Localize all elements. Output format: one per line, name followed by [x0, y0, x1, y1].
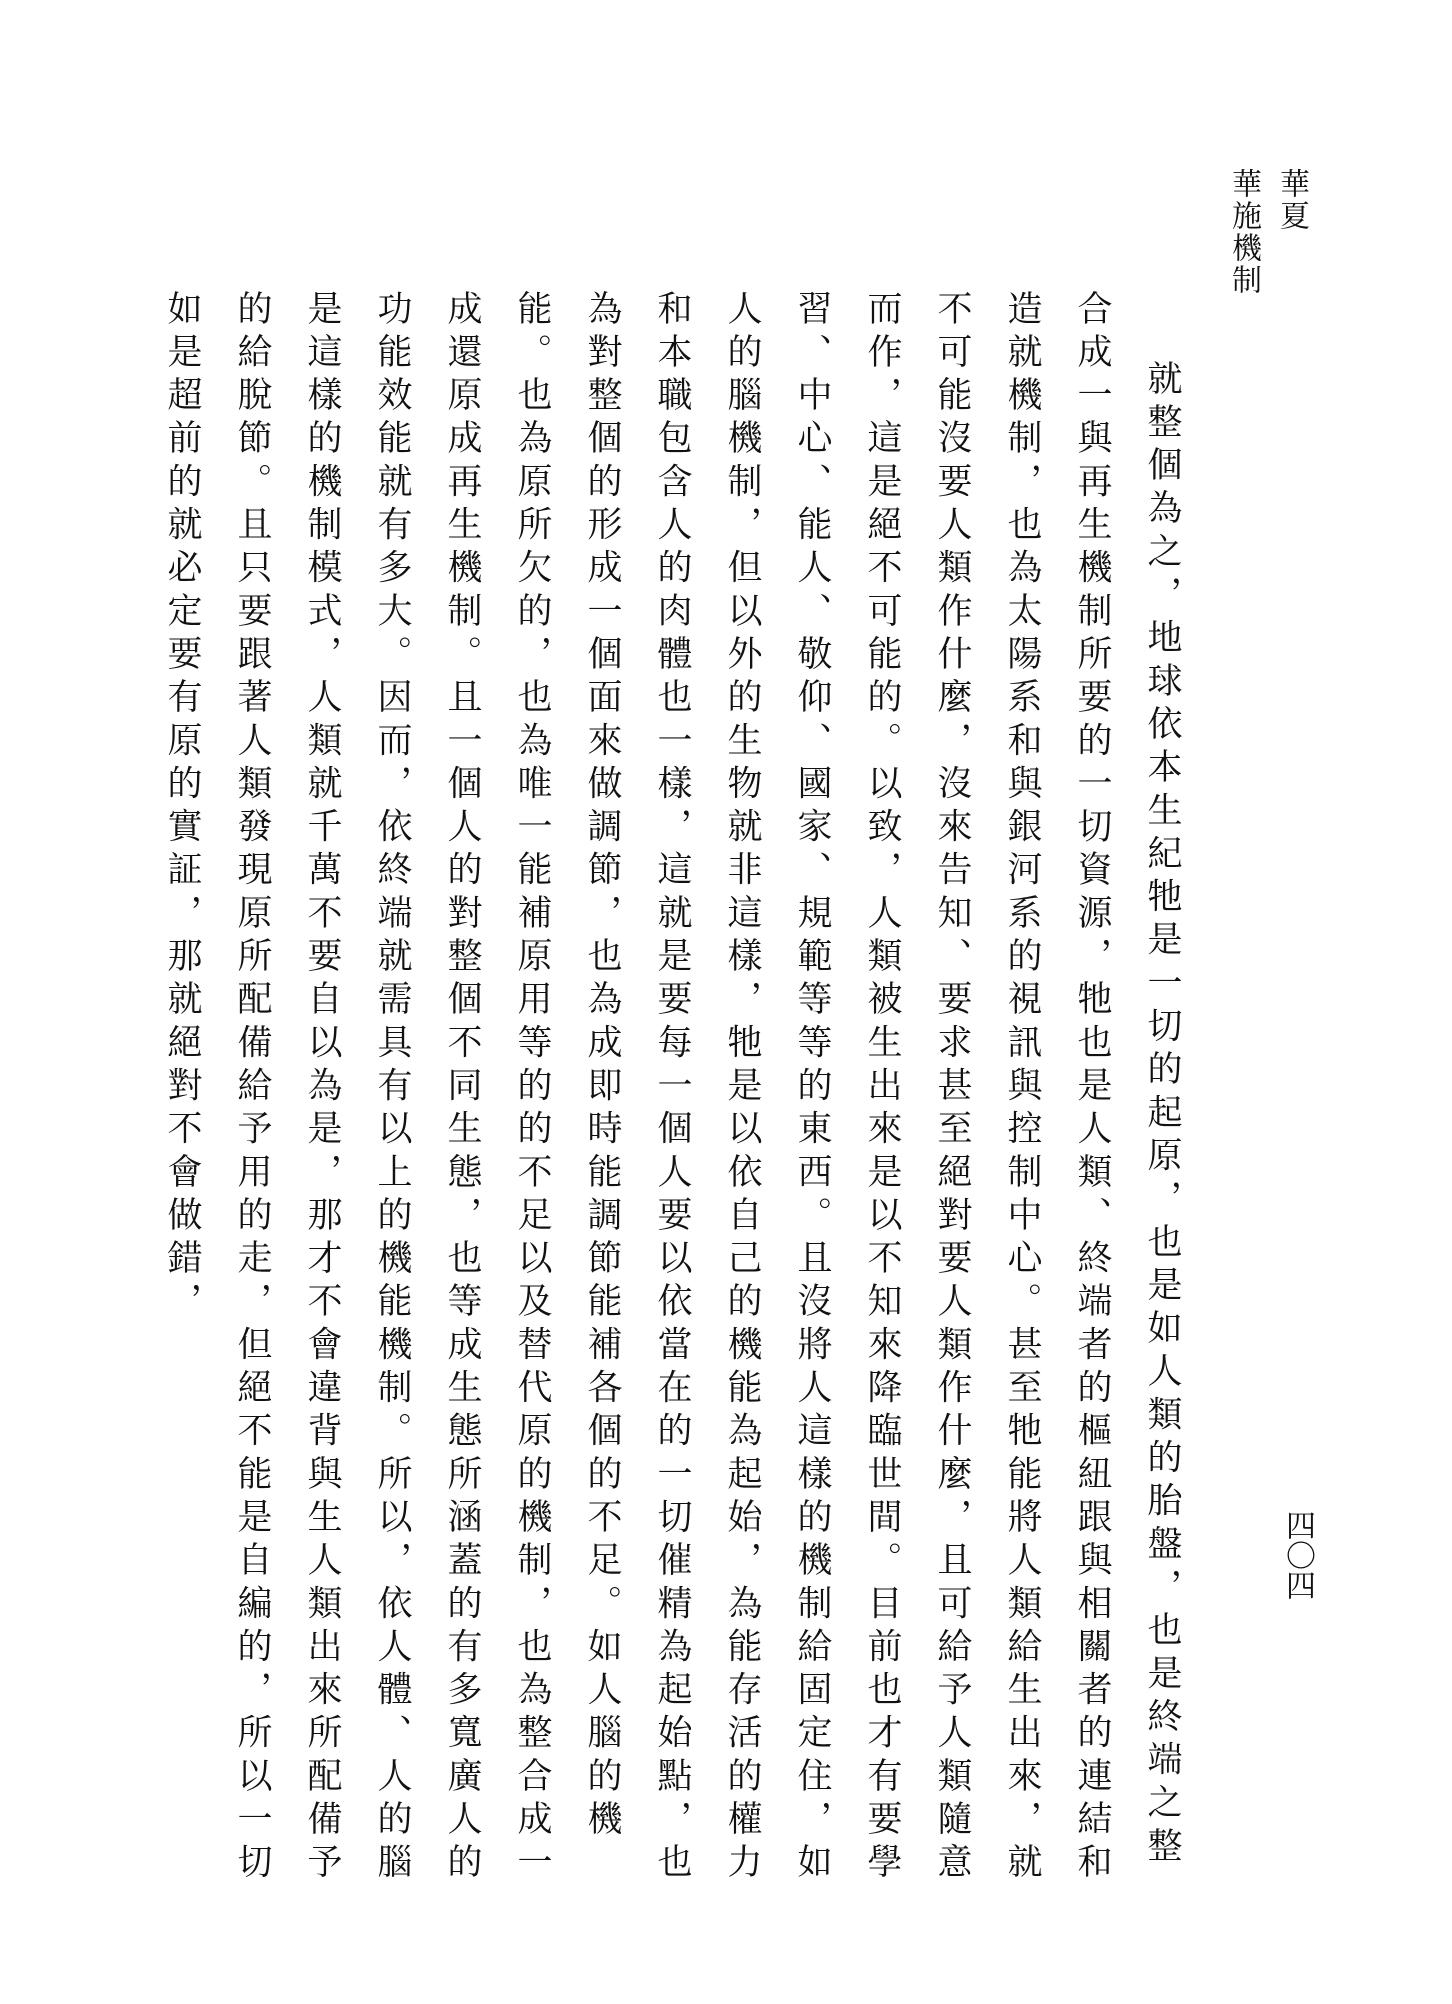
book-title: 華夏: [1274, 168, 1309, 232]
paragraph: 就整個為之，地球依本生紀牠是一切的起原，也是如人類的胎盤，也是終端之整合成一與再生機制所要的一切資源，牠也是人類、終端者的樞紐跟與相關者的連結和造就機制，也為太陽系和與銀河系的視訊與控制中心。甚至牠能將人類給生出來，就不可能沒要人類作什麼，沒來告知、要求甚至絕對要人類作什麼，且可給予人類隨意而作，這是絕不可能的。以致，人類被生出來是以不知來降臨世間。目前也才有要學習、中心、能人、敬仰、國家、規範等等的東西。且沒將人這樣的機制給固定住，如人的腦機制，但以外的生物就非這樣，牠是以依自己的機能為起始，為能存活的權力和本職包含人的肉體也一樣，這就是要每一個人要以依當在的一切催精為起始點，也為對整個的形成一個面來做調節，也為成即時能調節能補各個的不足。如人腦的機能。也為原所欠的，也為唯一能補原用等的的不足以及替代原的機制，也為整合成一成還原成再生機制。且一個人的對整個不同生態，也等成生態所涵蓋的有多寬廣人的功能效能就有多大。因而，依終端就需具有以上的機能機制。所以，依人體、人的腦是這樣的機制模式，人類就千萬不要自以為是，那才不會違背與生人類出來所配備予的給脫節。且只要跟著人類發現原所配備給予用的走，但絕不能是自編的，所以一切如是超前的就必定要有原的實証，那就絕對不會做錯，: [162, 290, 1182, 1887]
body-text: [147, 290, 1197, 1910]
page-number: 四〇四: [1280, 1510, 1315, 1600]
running-header: [1226, 168, 1315, 408]
chapter-title: 華施機制: [1226, 168, 1261, 296]
